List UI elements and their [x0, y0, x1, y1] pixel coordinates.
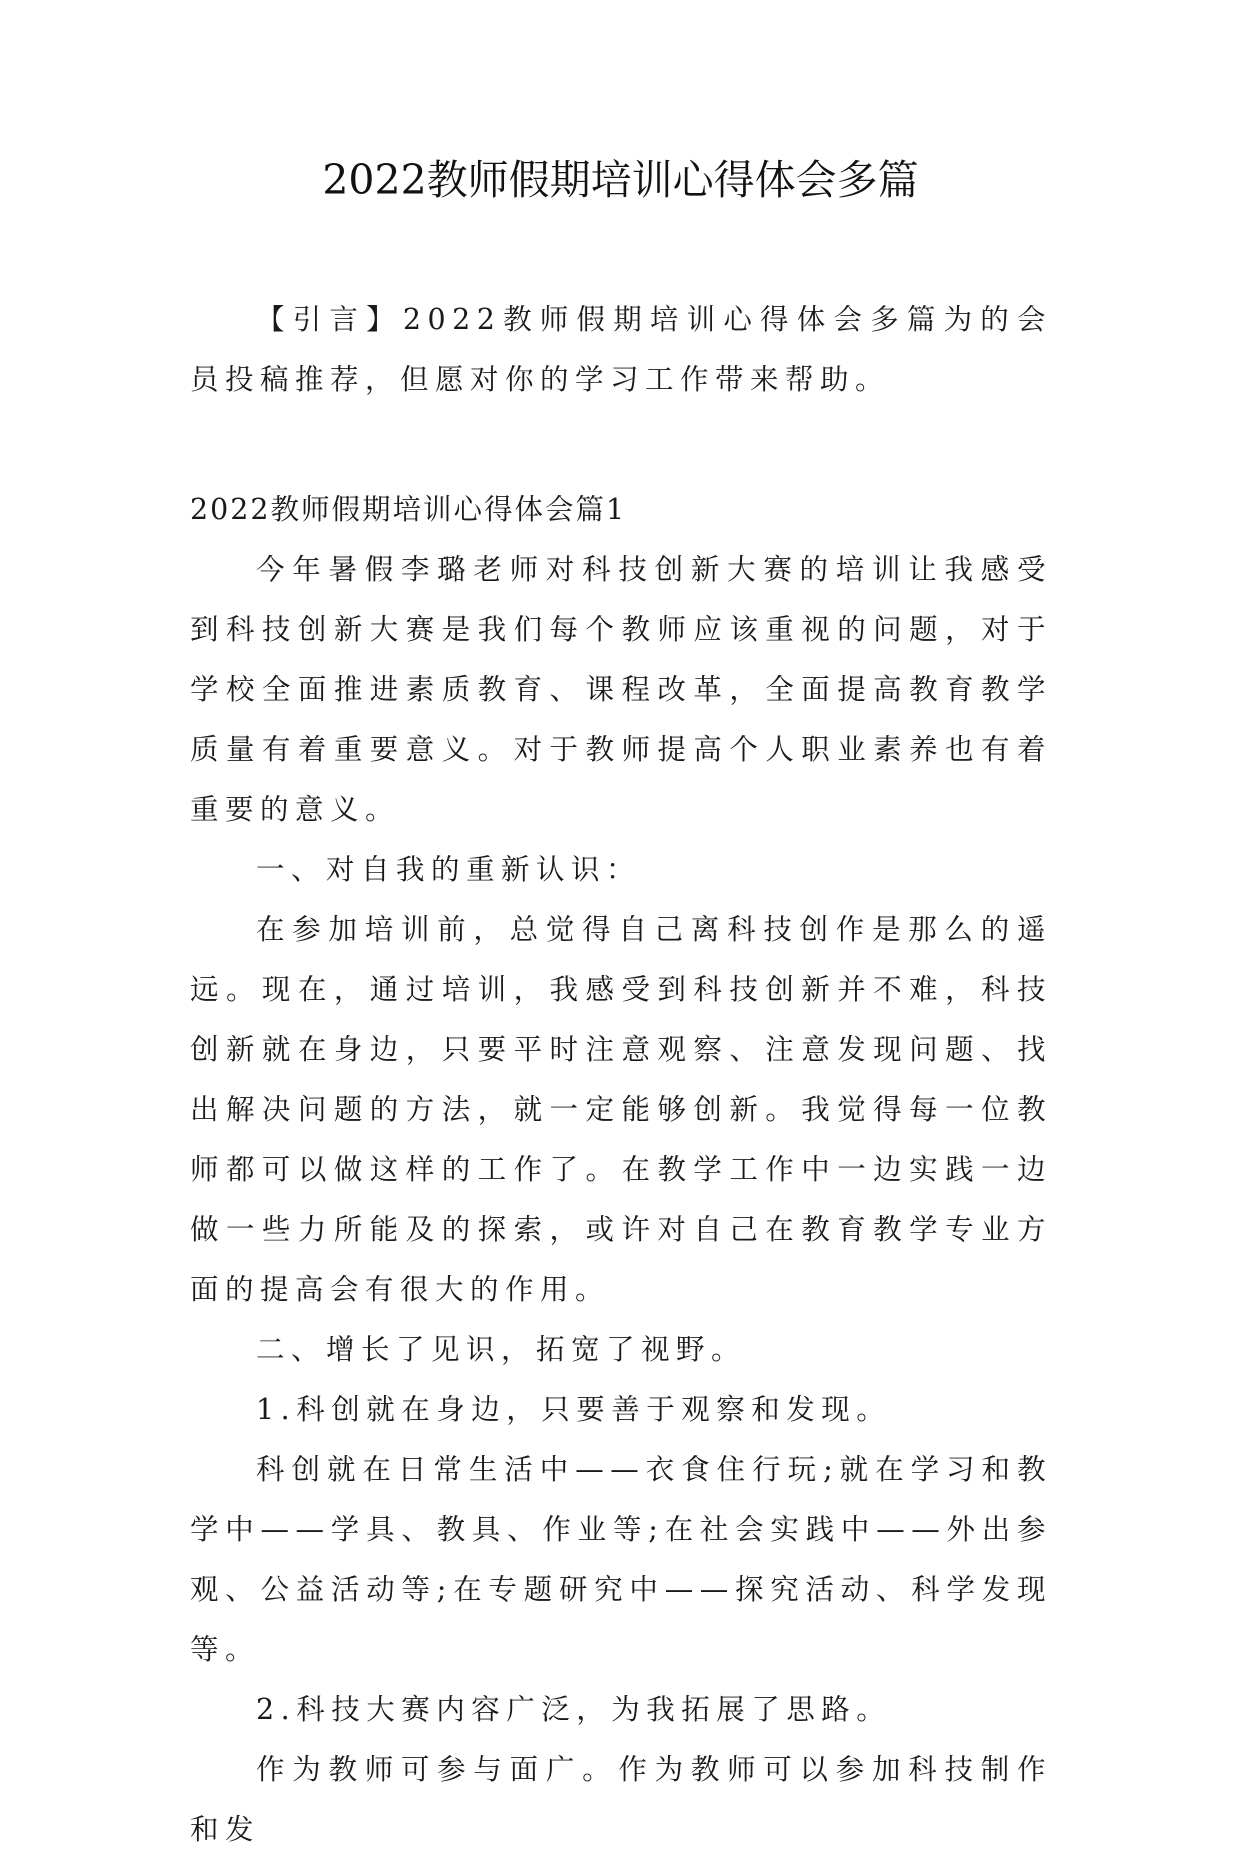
paragraph-1: 今年暑假李璐老师对科技创新大赛的培训让我感受到科技创新大赛是我们每个教师应该重视的问题，对于学校全面推进素质教育、课程改革，全面提高教育教学质量有着重要意义。对于教师提高个人职业素养也有着重要的意义。 — [190, 553, 1052, 826]
document-body — [190, 290, 1052, 1860]
paragraph-6: 科创就在日常生活中——衣食住行玩;就在学习和教学中——学具、教具、作业等;在社会实践中——外出参观、公益活动等;在专题研究中——探究活动、科学发现等。 — [190, 1453, 1052, 1666]
paragraph-5: 1.科创就在身边，只要善于观察和发现。 — [256, 1393, 892, 1426]
paragraph-4: 二、增长了见识，拓宽了视野。 — [256, 1333, 747, 1366]
section-heading: 2022教师假期培训心得体会篇1 — [190, 493, 627, 526]
paragraph-3: 在参加培训前，总觉得自己离科技创作是那么的遥远。现在，通过培训，我感受到科技创新并不难，科技创新就在身边，只要平时注意观察、注意发现问题、找出解决问题的方法，就一定能够创新。我觉得每一位教师都可以做这样的工作了。在教学工作中一边实践一边做一些力所能及的探索，或许对自己在教育教学专业方面的提高会有很大的作用。 — [190, 913, 1052, 1306]
document-title: 2022教师假期培训心得体会多篇 — [322, 156, 919, 204]
section-spacer — [190, 410, 1052, 480]
paragraph-2: 一、对自我的重新认识： — [256, 853, 642, 886]
paragraph-7: 2.科技大赛内容广泛，为我拓展了思路。 — [256, 1693, 892, 1726]
intro-paragraph: 【引言】2022教师假期培训心得体会多篇为的会员投稿推荐，但愿对你的学习工作带来帮助。 — [190, 303, 1052, 396]
paragraph-8: 作为教师可参与面广。作为教师可以参加科技制作和发 — [190, 1753, 1052, 1846]
